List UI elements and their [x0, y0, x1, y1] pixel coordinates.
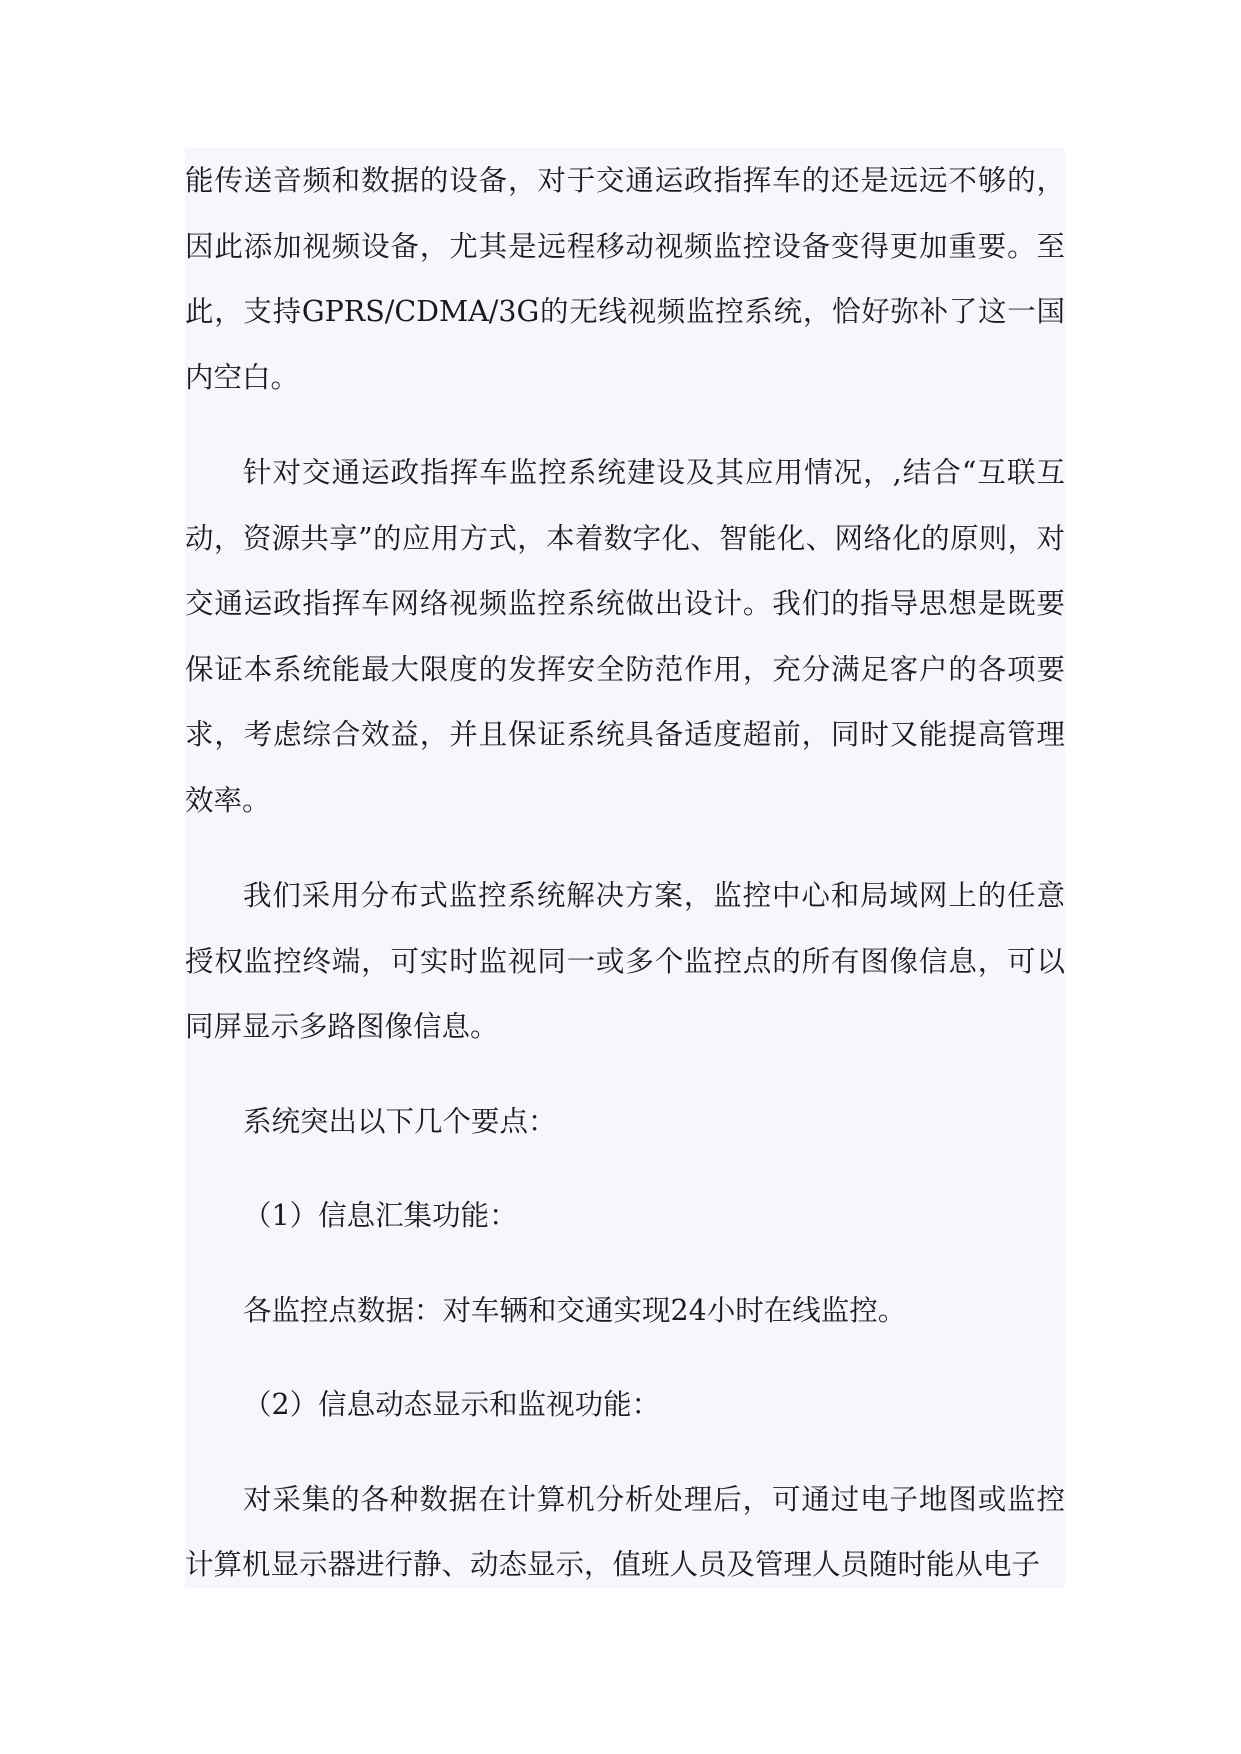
paragraph-info-collection-heading: （1）信息汇集功能：: [243, 1199, 518, 1232]
paragraph-dynamic-display-heading: （2）信息动态显示和监视功能：: [243, 1388, 661, 1421]
paragraph-distributed-solution: 我们采用分布式监控系统解决方案，监控中心和局域网上的任意授权监控终端，可实时监视同一或多个监控点的所有图像信息，可以同屏显示多路图像信息。: [185, 879, 1065, 1043]
document-body: [185, 148, 1065, 1588]
paragraph-monitoring-points: 各监控点数据：对车辆和交通实现24小时在线监控。: [243, 1293, 907, 1327]
paragraph-key-points-heading: 系统突出以下几个要点：: [243, 1104, 557, 1138]
paragraph-data-processing: 对采集的各种数据在计算机分析处理后，可通过电子地图或监控计算机显示器进行静、动态显示，值班人员及管理人员随时能从电子: [185, 1482, 1065, 1581]
paragraph-wireless-video-intro: 能传送音频和数据的设备，对于交通运政指挥车的还是远远不够的，因此添加视频设备，尤其是远程移动视频监控设备变得更加重要。至此，支持GPRS/CDMA/3G的无线视频监控系统，恰好弥补了这一国内空白。: [185, 164, 1065, 394]
paragraph-design-principles: 针对交通运政指挥车监控系统建设及其应用情况，,结合“互联互动，资源共享”的应用方式，本着数字化、智能化、网络化的原则，对交通运政指挥车网络视频监控系统做出设计。我们的指导思想是既要保证本系统能最大限度的发挥安全防范作用，充分满足客户的各项要求，考虑综合效益，并且保证系统具备适度超前，同时又能提高管理效率。: [185, 456, 1065, 817]
